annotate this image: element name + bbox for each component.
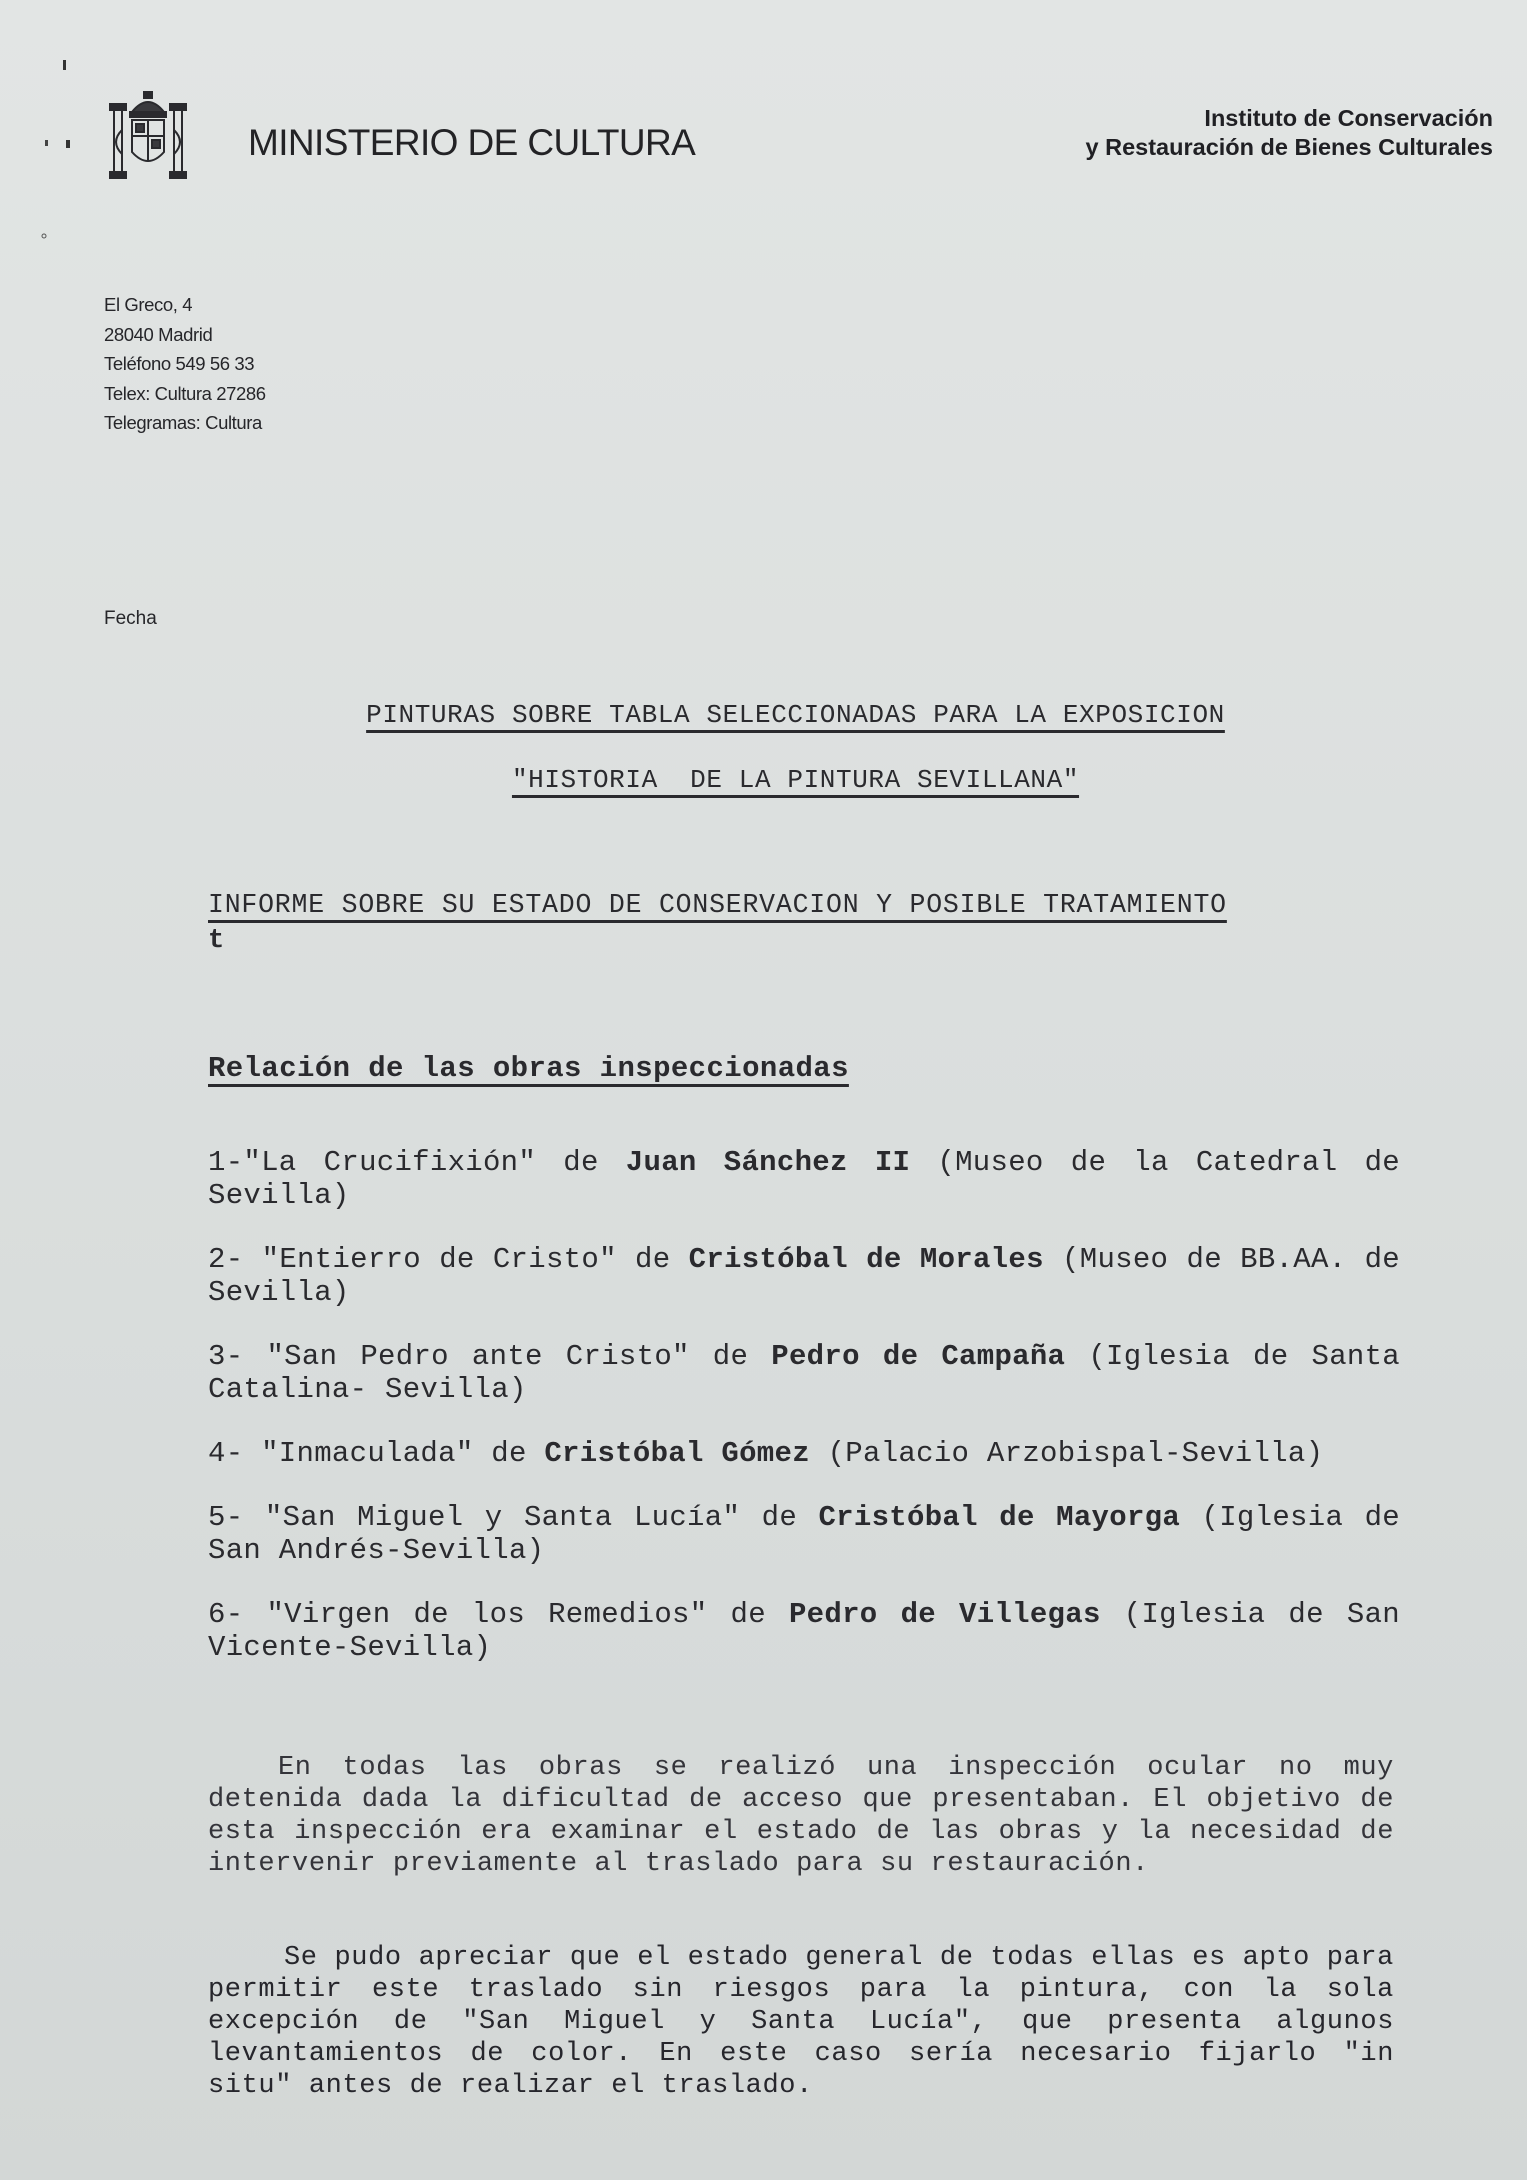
heading-line-2-text: "HISTORIA DE LA PINTURA SEVILLANA": [511, 765, 1080, 795]
work-item: [208, 1243, 1400, 1309]
report-title: INFORME SOBRE SU ESTADO DE CONSERVACION Y POSIBLE TRATAMIENTO: [208, 890, 1227, 920]
work-location: (Iglesia de San Andrés-Sevilla): [208, 1501, 1401, 1567]
heading-line-1-text: PINTURAS SOBRE TABLA SELECCIONADAS PARA LA EXPOSICION: [366, 700, 1225, 730]
work-author: Pedro de Villegas: [788, 1598, 1101, 1631]
margin-mark: [45, 140, 48, 146]
work-location: (Iglesia de Santa Catalina- Sevilla): [208, 1340, 1401, 1406]
work-title: 6- "Virgen de los Remedios" de: [208, 1598, 789, 1631]
margin-mark: [66, 140, 70, 148]
stray-mark: t: [208, 926, 225, 956]
work-author: Cristóbal de Mayorga: [818, 1501, 1181, 1534]
coat-of-arms-icon: [108, 90, 188, 182]
ministry-name: MINISTERIO DE CULTURA: [248, 122, 696, 163]
work-item: [208, 1598, 1400, 1664]
work-location: (Museo de BB.AA. de Sevilla): [208, 1243, 1400, 1309]
margin-marks: [40, 60, 80, 250]
work-author: Pedro de Campaña: [771, 1340, 1066, 1373]
work-location: (Museo de la Catedral de Sevilla): [208, 1146, 1401, 1212]
work-author: Cristóbal de Morales: [688, 1243, 1044, 1276]
date-label: Fecha: [104, 608, 157, 629]
address-line: Telex: Cultura 27286: [104, 382, 266, 404]
margin-mark: [42, 234, 46, 238]
work-author: Cristóbal Gómez: [544, 1437, 810, 1470]
work-title: 3- "San Pedro ante Cristo" de: [208, 1340, 772, 1373]
work-title: 2- "Entierro de Cristo" de: [208, 1243, 689, 1276]
address-block: [104, 290, 266, 438]
address-line: 28040 Madrid: [104, 323, 213, 345]
work-title: 4- "Inmaculada" de: [208, 1437, 545, 1470]
heading-line-1: [0, 700, 1527, 730]
work-item: [208, 1340, 1400, 1406]
section-title: Relación de las obras inspeccionadas: [208, 1052, 849, 1085]
work-item: [208, 1437, 1400, 1470]
body-paragraph: En todas las obras se realizó una inspección ocular no muy detenida dada la dificultad de acceso que presentaban. El objetivo de esta inspección era examinar el estado de las obras y la necesidad de intervenir previamente al traslado para su restauración.: [208, 1753, 1394, 1879]
works-list: [208, 1146, 1400, 1695]
address-line: Telegramas: Cultura: [104, 412, 262, 433]
margin-mark: [63, 60, 66, 70]
work-item: [208, 1146, 1400, 1212]
institute-line-2: y Restauración de Bienes Culturales: [1085, 134, 1493, 160]
body-paragraph: Se pudo apreciar que el estado general de todas ellas es apto para permitir este traslado sin riesgos para la pintura, con la sola excepción de "San Miguel y Santa Lucía", que presenta algunos levantamientos de color. En este caso sería necesario fijarlo "in situ" antes de realizar el traslado.: [208, 1943, 1394, 2101]
work-author: Juan Sánchez II: [625, 1146, 911, 1179]
address-line: Teléfono 549 56 33: [104, 353, 255, 374]
work-title: 1-"La Crucifixión" de: [208, 1146, 626, 1179]
institute-line-1: Instituto de Conservación: [1204, 105, 1493, 131]
work-location: (Palacio Arzobispal-Sevilla): [809, 1437, 1324, 1470]
work-item: [208, 1501, 1400, 1567]
institute-name: [1086, 104, 1493, 162]
work-location: (Iglesia de San Vicente-Sevilla): [208, 1598, 1401, 1664]
work-title: 5- "San Miguel y Santa Lucía" de: [208, 1501, 819, 1534]
address-line: El Greco, 4: [104, 294, 193, 315]
heading-line-2: [0, 765, 1527, 795]
